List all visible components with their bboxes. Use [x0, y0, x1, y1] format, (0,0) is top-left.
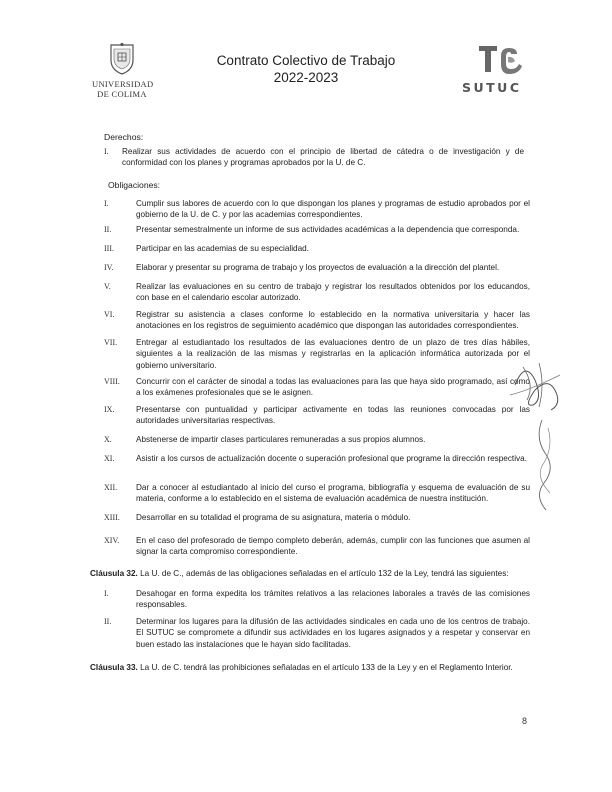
item-text: Concurrir con el carácter de sinodal a todas las evaluaciones para las que haya sido programado, así como a los exámenes profesionales que se le asignen.: [136, 377, 530, 398]
item-text: Cumplir sus labores de acuerdo con lo que dispongan los planes y programas de estudio aprobados por el gobierno de la U. de C. y por las academias correspondientes.: [136, 199, 530, 220]
clause-33: [90, 662, 530, 673]
clause-33-label: Cláusula 33.: [90, 663, 138, 672]
sutuc-logo: [475, 42, 525, 76]
item-number: II.: [104, 617, 112, 626]
item-text: En el caso del profesorado de tiempo completo deberán, además, cumplir con las funciones que asumen al signar la carta compromiso correspondiente.: [136, 536, 530, 557]
list-item: [104, 224, 530, 235]
item-number: XI.: [104, 454, 115, 463]
list-item: [104, 281, 530, 304]
item-number: II.: [104, 225, 112, 234]
item-number: VIII.: [104, 377, 120, 386]
signature-mark: [505, 355, 565, 420]
document-title: Contrato Colectivo de Trabajo: [216, 53, 396, 68]
obligations-heading: Obligaciones:: [108, 180, 161, 190]
list-item: [104, 482, 530, 505]
item-number: V.: [104, 282, 111, 291]
university-name-line2: DE COLIMA: [97, 89, 147, 99]
list-item: [104, 616, 530, 650]
item-text: Abstenerse de impartir clases particulares remuneradas a sus propios alumnos.: [136, 435, 426, 444]
list-item: [104, 262, 530, 273]
item-number: VI.: [104, 310, 115, 319]
item-number: XIV.: [104, 536, 120, 545]
rights-heading: Derechos:: [104, 132, 144, 142]
item-text: Desahogar en forma expedita los trámites relativos a las relaciones laborales a través de las comisiones responsables.: [136, 589, 530, 610]
list-item: [104, 434, 530, 445]
union-name: SUTUC: [462, 80, 522, 95]
list-item: [104, 512, 530, 523]
clause-33-text: La U. de C. tendrá las prohibiciones señaladas en el artículo 133 de la Ley y en el Reglamento Interior.: [137, 663, 513, 672]
list-item: [104, 535, 530, 558]
list-item: [104, 243, 530, 254]
item-text: Presentar semestralmente un informe de sus actividades académicas a la dependencia que corresponda.: [136, 225, 520, 234]
item-number: III.: [104, 244, 114, 253]
list-item: [104, 376, 530, 399]
item-number: I.: [104, 589, 109, 598]
item-text: Asistir a los cursos de actualización docente o superación profesional que programe la dirección respectiva.: [136, 454, 527, 463]
page-number: 8: [522, 716, 528, 726]
item-text: Elaborar y presentar su programa de trabajo y los proyectos de evaluación a la dirección del plantel.: [136, 263, 500, 272]
item-text: Participar en las academias de su especialidad.: [136, 244, 309, 253]
item-number: IX.: [104, 405, 115, 414]
item-text: Desarrollar en su totalidad el programa de su asignatura, materia o módulo.: [136, 513, 411, 522]
item-text: Determinar los lugares para la difusión de las actividades sindicales en cada uno de los centros de trabajo. El SUTUC se compromete a difundir sus actividades en los lugares asignados y a respetar y conservar en buen estado las instalaciones que le hayan sido facilitadas.: [136, 617, 530, 649]
document-period: 2022-2023: [273, 70, 339, 85]
list-item: [104, 588, 530, 611]
item-text: Dar a conocer al estudiantado al inicio del curso el programa, bibliografía y esquema de evaluación de su materia, conforme a lo establecido en el sistema de evaluación académica de nuestra institución.: [136, 483, 530, 504]
item-number: VII.: [104, 338, 118, 347]
item-text: Entregar al estudiantado los resultados de las evaluaciones dentro de un plazo de tres días hábiles, siguientes a la realización de las mismas y registrarlas en la aplicación informática autorizada por el gobierno universitario.: [136, 338, 530, 370]
item-number: I.: [104, 147, 109, 156]
list-item: [104, 198, 530, 221]
clause-32-text: La U. de C., además de las obligaciones señaladas en el artículo 132 de la Ley, tendrá las siguientes:: [137, 569, 509, 578]
clause-32-label: Cláusula 32.: [90, 569, 138, 578]
item-number: X.: [104, 435, 112, 444]
sutuc-emblem-icon: [475, 42, 525, 76]
list-item: [104, 337, 530, 371]
university-name-line1: UNIVERSIDAD: [92, 79, 154, 89]
signature-mark: [530, 418, 560, 518]
list-item: [104, 146, 524, 169]
item-number: XII.: [104, 483, 118, 492]
item-number: IV.: [104, 263, 114, 272]
item-text: Presentarse con puntualidad y participar activamente en todas las reuniones convocadas por las autoridades universitarias respectivas.: [136, 405, 530, 426]
item-text: Realizar sus actividades de acuerdo con el principio de libertad de cátedra o de investigación y de conformidad con los planes y programas aprobados por la U. de C.: [122, 147, 524, 168]
item-number: I.: [104, 199, 109, 208]
item-text: Realizar las evaluaciones en su centro de trabajo y registrar los resultados obtenidos por los educandos, con base en el calendario escolar autorizado.: [136, 282, 530, 303]
list-item: [104, 453, 530, 464]
clause-32: [90, 568, 520, 579]
list-item: [104, 309, 530, 332]
item-number: XIII.: [104, 513, 120, 522]
list-item: [104, 404, 530, 427]
item-text: Registrar su asistencia a clases conforme lo establecido en la normativa universitaria y hacer las anotaciones en los registros de seguimiento académico que dispongan las autoridades correspondientes.: [136, 310, 530, 331]
